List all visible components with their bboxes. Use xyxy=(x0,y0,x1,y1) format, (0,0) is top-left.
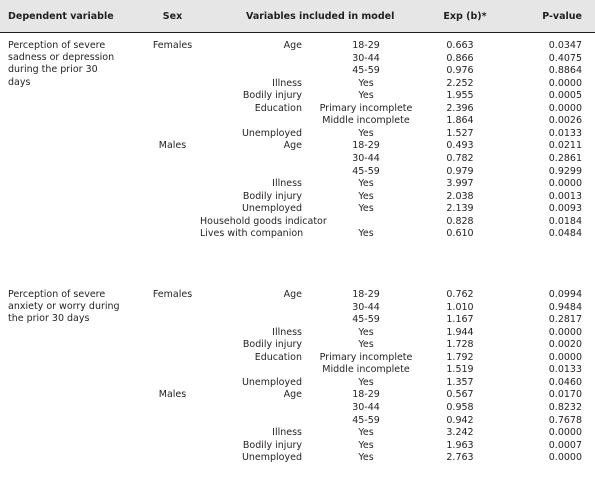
row-category: Yes xyxy=(358,90,374,102)
row-p-value: 0.0093 xyxy=(548,203,582,215)
row-p-value: 0.0133 xyxy=(548,364,582,376)
row-exp-b: 1.519 xyxy=(446,364,474,376)
row-p-value: 0.0211 xyxy=(548,140,582,152)
row-sex: Males xyxy=(158,389,187,401)
row-exp-b: 2.139 xyxy=(446,203,474,215)
row-exp-b: 1.728 xyxy=(446,339,474,351)
row-variable: Bodily injury xyxy=(242,190,302,202)
header-rule xyxy=(0,32,595,33)
row-p-value: 0.0000 xyxy=(548,178,582,190)
row-category: Yes xyxy=(358,127,374,139)
row-exp-b: 0.958 xyxy=(446,401,474,413)
row-category: Yes xyxy=(358,228,374,240)
row-exp-b: 0.828 xyxy=(446,215,474,227)
row-exp-b: 0.866 xyxy=(446,52,474,64)
row-variable: Age xyxy=(283,289,302,300)
row-p-value: 0.0020 xyxy=(548,339,582,351)
row-exp-b: 0.942 xyxy=(446,414,474,426)
row-exp-b: 1.010 xyxy=(446,301,474,313)
row-category: Yes xyxy=(358,339,374,351)
row-exp-b: 0.663 xyxy=(446,40,474,51)
row-variable: Illness xyxy=(272,77,302,89)
row-category: Middle incomplete xyxy=(322,364,410,376)
row-exp-b: 0.493 xyxy=(446,140,474,152)
row-p-value: 0.0013 xyxy=(548,190,582,202)
row-category: 30-44 xyxy=(352,301,380,313)
row-p-value: 0.2817 xyxy=(548,314,582,326)
row-category: Yes xyxy=(358,190,374,202)
row-variable: Unemployed xyxy=(241,376,302,388)
row-p-value: 0.0347 xyxy=(548,40,582,51)
row-p-value: 0.0484 xyxy=(548,228,582,240)
row-p-value: 0.0000 xyxy=(548,77,582,89)
row-variable: Age xyxy=(283,389,302,401)
header-variables: Variables included in model xyxy=(246,11,395,22)
row-category: 30-44 xyxy=(352,401,380,413)
row-variable: Bodily injury xyxy=(242,439,302,451)
row-exp-b: 0.567 xyxy=(446,389,474,401)
row-p-value: 0.0007 xyxy=(548,439,582,451)
header-dependent-variable: Dependent variable xyxy=(8,11,114,22)
row-category: Yes xyxy=(358,77,374,89)
row-p-value: 0.0133 xyxy=(548,127,582,139)
row-exp-b: 2.763 xyxy=(446,452,474,464)
row-p-value: 0.9299 xyxy=(548,165,582,177)
dependent-variable-label: Perception of severe anxiety or worry during the prior 30 days xyxy=(8,289,120,325)
row-variable: Bodily injury xyxy=(242,339,302,351)
header-p-value: P-value xyxy=(542,11,582,22)
row-category: 18-29 xyxy=(352,140,380,152)
row-variable: Illness xyxy=(272,326,302,338)
row-exp-b: 1.955 xyxy=(446,90,474,102)
row-sex: Females xyxy=(152,289,193,300)
row-category: 45-59 xyxy=(352,65,380,77)
row-exp-b: 0.979 xyxy=(446,165,474,177)
row-variable: Education xyxy=(254,102,302,114)
row-p-value: 0.4075 xyxy=(548,52,582,64)
row-p-value: 0.0005 xyxy=(548,90,582,102)
row-p-value: 0.9484 xyxy=(548,301,582,313)
row-category: Middle incomplete xyxy=(322,115,410,127)
row-exp-b: 3.242 xyxy=(446,427,474,439)
header-exp-b: Exp (b)* xyxy=(443,11,487,22)
row-variable: Unemployed xyxy=(241,452,302,464)
row-category: 18-29 xyxy=(352,289,380,300)
row-category: 30-44 xyxy=(352,52,380,64)
header-sex: Sex xyxy=(162,11,183,22)
row-exp-b: 1.792 xyxy=(446,351,474,363)
row-variable: Unemployed xyxy=(241,127,302,139)
row-p-value: 0.0000 xyxy=(548,452,582,464)
row-variable: Illness xyxy=(272,427,302,439)
row-exp-b: 1.167 xyxy=(446,314,474,326)
row-exp-b: 0.610 xyxy=(446,228,474,240)
row-exp-b: 0.976 xyxy=(446,65,474,77)
row-category: 45-59 xyxy=(352,165,380,177)
row-exp-b: 1.944 xyxy=(446,326,474,338)
row-p-value: 0.8232 xyxy=(548,401,582,413)
row-variable: Bodily injury xyxy=(242,90,302,102)
row-variable: Illness xyxy=(272,178,302,190)
row-category: Yes xyxy=(358,326,374,338)
row-p-value: 0.0000 xyxy=(548,102,582,114)
row-sex: Males xyxy=(158,140,187,152)
row-category: 45-59 xyxy=(352,314,380,326)
row-category: Yes xyxy=(358,427,374,439)
row-variable: Lives with companion xyxy=(200,228,304,240)
row-variable: Education xyxy=(254,351,302,363)
row-exp-b: 1.963 xyxy=(446,439,474,451)
row-exp-b: 0.762 xyxy=(446,289,474,300)
row-exp-b: 2.038 xyxy=(446,190,474,202)
row-exp-b: 3.997 xyxy=(446,178,474,190)
row-category: 18-29 xyxy=(352,40,380,51)
row-p-value: 0.0026 xyxy=(548,115,582,127)
row-p-value: 0.0000 xyxy=(548,351,582,363)
row-variable: Age xyxy=(283,40,302,51)
row-exp-b: 1.527 xyxy=(446,127,474,139)
row-exp-b: 2.252 xyxy=(446,77,474,89)
row-p-value: 0.0994 xyxy=(548,289,582,300)
row-variable: Unemployed xyxy=(241,203,302,215)
row-p-value: 0.0460 xyxy=(548,376,582,388)
row-p-value: 0.0184 xyxy=(548,215,582,227)
row-category: 45-59 xyxy=(352,414,380,426)
row-p-value: 0.2861 xyxy=(548,152,582,164)
row-exp-b: 2.396 xyxy=(446,102,474,114)
row-category: Yes xyxy=(358,376,374,388)
row-exp-b: 1.864 xyxy=(446,115,474,127)
row-category: 18-29 xyxy=(352,389,380,401)
row-exp-b: 1.357 xyxy=(446,376,474,388)
row-sex: Females xyxy=(152,40,193,51)
row-variable: Age xyxy=(283,140,302,152)
row-category: Primary incomplete xyxy=(319,351,413,363)
row-category: 30-44 xyxy=(352,152,380,164)
dependent-variable-label: Perception of severe sadness or depression during the prior 30 days xyxy=(8,40,115,88)
row-category: Yes xyxy=(358,178,374,190)
row-p-value: 0.0170 xyxy=(548,389,582,401)
row-p-value: 0.0000 xyxy=(548,427,582,439)
row-p-value: 0.7678 xyxy=(548,414,582,426)
row-variable: Household goods indicator xyxy=(200,215,327,227)
row-category: Yes xyxy=(358,452,374,464)
row-exp-b: 0.782 xyxy=(446,152,474,164)
row-category: Yes xyxy=(358,203,374,215)
row-p-value: 0.8864 xyxy=(548,65,582,77)
row-category: Primary incomplete xyxy=(319,102,413,114)
row-p-value: 0.0000 xyxy=(548,326,582,338)
row-category: Yes xyxy=(358,439,374,451)
